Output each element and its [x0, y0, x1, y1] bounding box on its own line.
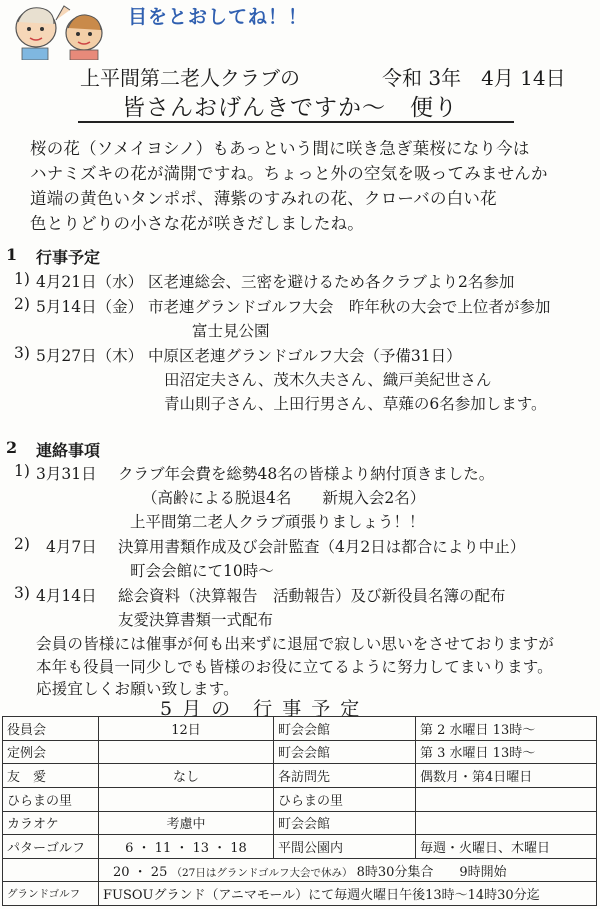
item-number: 2) — [14, 295, 30, 313]
page-title: 皆さんおげんきですか〜 便り — [122, 95, 458, 121]
item-number: 3) — [14, 584, 30, 602]
item-subtext: （高齢による脱退4名 新規入会2名） — [142, 489, 426, 507]
event-time: 8時30分集合 9時開始 — [356, 864, 507, 880]
item-number: 1) — [14, 270, 30, 288]
section-title: 行事予定 — [36, 248, 101, 267]
item-subtext: 上平間第二老人クラブ頑張りましょう！！ — [130, 513, 425, 531]
event-time: 偶数月・第4日曜日 — [416, 764, 597, 788]
closing-line: 応援宜しくお願い致します。 — [36, 680, 239, 698]
table-row — [3, 882, 597, 906]
event-name: グランドゴルフ — [3, 882, 99, 906]
event-detail — [99, 858, 597, 882]
item-subtext: 友愛決算書類一式配布 — [118, 611, 274, 629]
item-number: 2) — [14, 535, 30, 553]
section-number: 2 — [6, 438, 18, 457]
event-time: 毎週・火曜日、木曜日 — [416, 835, 597, 859]
item-number: 3) — [14, 344, 30, 362]
event-detail: FUSOUグランド（アニマモール）にて毎週火曜日午後13時〜14時30分迄 — [99, 882, 597, 906]
table-row — [3, 787, 597, 811]
item-date: 4月21日（水） — [36, 273, 144, 291]
table-row — [3, 764, 597, 788]
schedule-title: 5 月 の 行 事 予 定 — [160, 698, 362, 720]
event-name — [3, 858, 99, 882]
event-place: 町会会館 — [274, 811, 416, 835]
table-row — [3, 811, 597, 835]
issue-date: 令和 3年 4月 14日 — [382, 66, 566, 90]
mascot-illustration — [4, 0, 122, 60]
event-name: 役員会 — [3, 717, 99, 741]
item-subtext: 富士見公園 — [192, 322, 270, 340]
schedule-table — [2, 716, 597, 906]
tagline: 目をとおしてね！！ — [128, 6, 309, 28]
table-row — [3, 740, 597, 764]
event-date: 6 ・ 11 ・ 13 ・ 18 — [99, 835, 274, 859]
item-text: 中原区老連グランドゴルフ大会（予備31日） — [148, 347, 462, 365]
event-name: カラオケ — [3, 811, 99, 835]
event-date: 20 ・ 25 — [113, 864, 168, 880]
event-time — [416, 787, 597, 811]
item-date: 4月14日 — [36, 587, 97, 605]
event-place: 町会会館 — [274, 740, 416, 764]
event-place: 各訪問先 — [274, 764, 416, 788]
item-text: クラブ年会費を総勢48名の皆様より納付頂きました。 — [118, 465, 495, 483]
event-date: 12日 — [99, 717, 274, 741]
title-underline — [78, 121, 514, 123]
item-text: 区老連総会、三密を避けるため各クラブより2名参加 — [148, 273, 515, 291]
event-date: なし — [99, 764, 274, 788]
event-date — [99, 787, 274, 811]
intro-line: 道端の黄色いタンポポ、薄紫のすみれの花、クローバの白い花 — [30, 189, 497, 208]
item-date: 5月27日（木） — [36, 347, 144, 365]
event-name: ひらまの里 — [3, 787, 99, 811]
event-place: 町会会館 — [274, 717, 416, 741]
item-subtext: 町会会館にて10時〜 — [130, 562, 274, 580]
item-number: 1) — [14, 462, 30, 480]
event-time: 第 2 水曜日 13時〜 — [416, 717, 597, 741]
item-text: 市老連グランドゴルフ大会 昨年秋の大会で上位者が参加 — [148, 298, 551, 316]
event-name: 友 愛 — [3, 764, 99, 788]
closing-line: 本年も役員一同少しでも皆様のお役に立てるように努力してまいります。 — [36, 658, 553, 676]
event-place: ひらまの里 — [274, 787, 416, 811]
item-subtext: 田沼定夫さん、茂木久夫さん、織戸美紀世さん — [164, 371, 492, 389]
table-row — [3, 858, 597, 882]
event-name: パターゴルフ — [3, 835, 99, 859]
intro-line: 桜の花（ソメイヨシノ）もあっという間に咲き急ぎ葉桜になり今は — [30, 139, 530, 158]
table-row — [3, 717, 597, 741]
club-name: 上平間第二老人クラブの — [80, 66, 300, 90]
table-row — [3, 835, 597, 859]
event-time: 第 3 水曜日 13時〜 — [416, 740, 597, 764]
closing-line: 会員の皆様には催事が何も出来ずに退屈で寂しい思いをさせておりますが — [36, 635, 555, 653]
intro-line: ハナミズキの花が満開ですね。ちょっと外の空気を吸ってみませんか — [30, 164, 548, 183]
section-number: 1 — [6, 245, 18, 264]
event-note: （27日はグランドゴルフ大会で休み） — [171, 866, 353, 879]
item-date: 3月31日 — [36, 465, 97, 483]
item-date: 4月7日 — [46, 538, 97, 556]
item-text: 総会資料（決算報告 活動報告）及び新役員名簿の配布 — [118, 587, 506, 605]
event-time — [416, 811, 597, 835]
section-title: 連絡事項 — [36, 441, 101, 460]
item-text: 決算用書類作成及び会計監査（4月2日は都合により中止） — [118, 538, 526, 556]
item-date: 5月14日（金） — [36, 298, 144, 316]
event-place: 平間公園内 — [274, 835, 416, 859]
event-date — [99, 740, 274, 764]
item-subtext: 青山則子さん、上田行男さん、草薙の6名参加します。 — [164, 395, 547, 413]
event-name: 定例会 — [3, 740, 99, 764]
intro-line: 色とりどりの小さな花が咲きだしましたね。 — [30, 214, 364, 233]
event-date: 考慮中 — [99, 811, 274, 835]
